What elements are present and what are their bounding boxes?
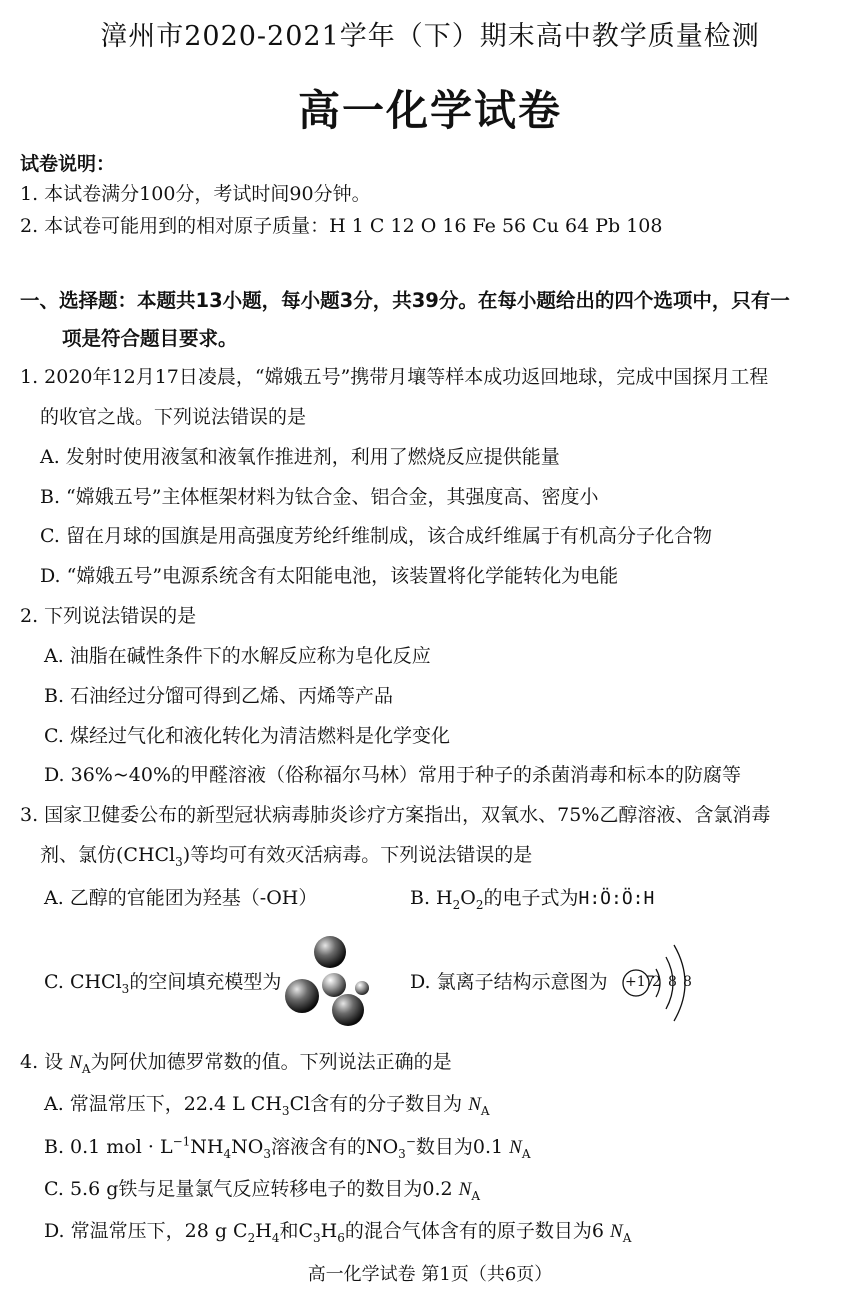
note-1: 1. 本试卷满分100分，考试时间90分钟。 [20, 183, 371, 205]
h2o2-electron-formula: H:Ö:Ö:H [578, 888, 655, 909]
q3-option-d: D. 氯离子结构示意图为 [410, 971, 608, 993]
q1-stem: 1. 2020年12月17日凌晨，“嫦娥五号”携带月壤等样本成功返回地球，完成中国探月工程 [20, 366, 769, 388]
q4-option-d: D. 常温常压下，28 g $C_2H_4$和$C_3H_6$的混合气体含有的原子数目为6 $N_A$ [44, 1220, 632, 1245]
exam-header: 漳州市2020-2021学年（下）期末高中教学质量检测 [100, 21, 760, 52]
shell-3-electrons: 8 [683, 974, 692, 990]
shell-1-electrons: 2 [652, 974, 661, 990]
q1-option-d: D. “嫦娥五号”电源系统含有太阳能电池，该装置将化学能转化为电能 [40, 565, 619, 587]
q3-option-a: A. 乙醇的官能团为羟基（-OH） [44, 887, 318, 909]
q3-stem: 3. 国家卫健委公布的新型冠状病毒肺炎诊疗方案指出，双氧水、75%乙醇溶液、含氯消毒 [20, 804, 771, 826]
q1-option-b: B. “嫦娥五号”主体框架材料为钛合金、铝合金，其强度高、密度小 [40, 486, 599, 508]
q2-option-d: D. 36%~40%的甲醛溶液（俗称福尔马林）常用于种子的杀菌消毒和标本的防腐等 [44, 764, 742, 786]
notes-heading: 试卷说明： [20, 153, 116, 175]
q1-option-c: C. 留在月球的国旗是用高强度芳纶纤维制成，该合成纤维属于有机高分子化合物 [40, 525, 712, 547]
q3-option-c: C. CHCl$_3$的空间填充模型为 [44, 971, 282, 996]
shell-2-electrons: 8 [668, 974, 677, 990]
page-footer: 高一化学试卷 第1页（共6页） [307, 1264, 553, 1285]
q2-option-c: C. 煤经过气化和液化转化为清洁燃料是化学变化 [44, 725, 450, 747]
q1-stem-cont: 的收官之战。下列说法错误的是 [40, 406, 307, 428]
q1-option-a: A. 发射时使用液氢和液氧作推进剂，利用了燃烧反应提供能量 [40, 446, 560, 468]
q4-option-a: A. 常温常压下，22.4 L $CH_3Cl$含有的分子数目为 $N_A$ [44, 1093, 490, 1118]
q4-stem: 4. 设 $N_A$为阿伏加德罗常数的值。下列说法正确的是 [20, 1051, 452, 1076]
chcl3-space-filling-model [282, 930, 382, 1030]
section-1-heading: 一、选择题：本题共13小题，每小题3分，共39分。在每小题给出的四个选项中，只有一 [20, 289, 790, 312]
q4-option-c: C. 5.6 g铁与足量氯气反应转移电子的数目为0.2 $N_A$ [44, 1178, 480, 1203]
chloride-nucleus-charge: +17 [625, 974, 655, 990]
q2-stem: 2. 下列说法错误的是 [20, 605, 197, 627]
note-2: 2. 本试卷可能用到的相对原子质量：H 1 C 12 O 16 Fe 56 Cu 64 Pb 108 [20, 215, 663, 237]
q2-option-a: A. 油脂在碱性条件下的水解反应称为皂化反应 [44, 645, 431, 667]
q3-stem-cont: 剂、氯仿(CHCl$_3$)等均可有效灭活病毒。下列说法错误的是 [40, 844, 533, 869]
section-1-heading-cont: 项是符合题目要求。 [62, 327, 238, 350]
q4-option-b: B. 0.1 mol · $L^{-1}NH_4NO_3$溶液含有的$NO_3^-$数目为0.1 $N_A$ [44, 1134, 531, 1161]
q3-option-b: B. $H_2O_2$的电子式为H:Ö:Ö:H [410, 887, 655, 912]
exam-title: 高一化学试卷 [297, 86, 562, 135]
q2-option-b: B. 石油经过分馏可得到乙烯、丙烯等产品 [44, 685, 394, 707]
